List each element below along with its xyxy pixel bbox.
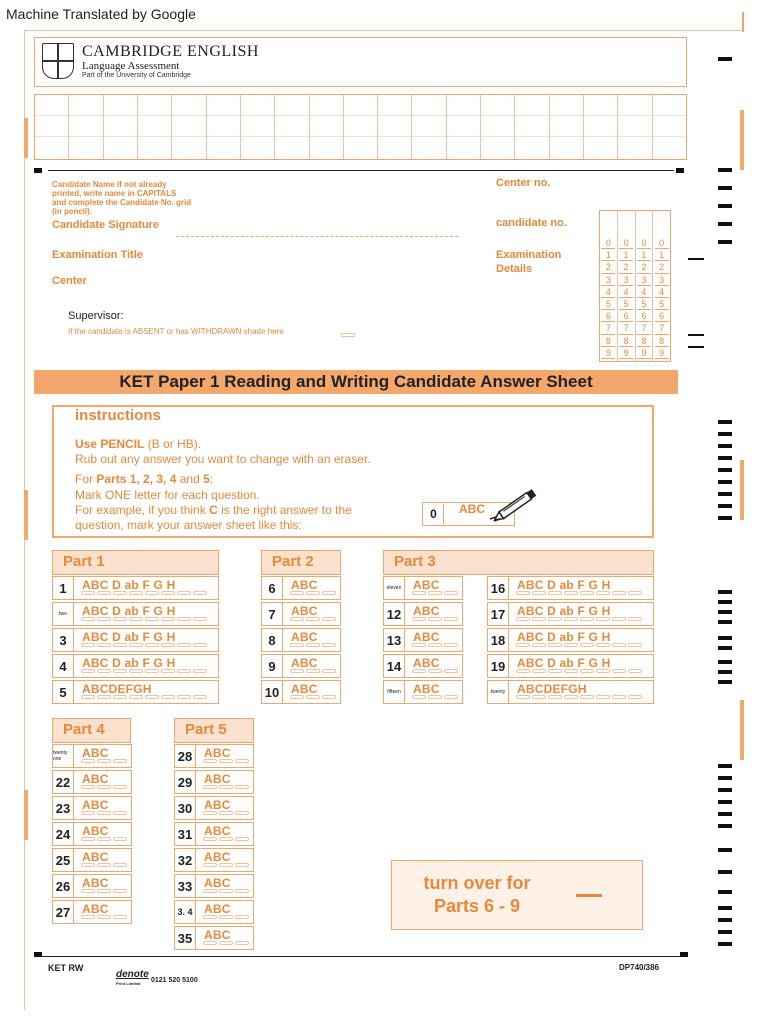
answer-row[interactable] [52, 900, 132, 924]
answer-options: ABC [82, 824, 109, 838]
digit[interactable]: 8 [637, 335, 651, 347]
timing-mark [688, 258, 704, 260]
timing-mark [676, 168, 684, 173]
digit[interactable]: 9 [619, 347, 633, 359]
translation-note: Machine Translated by Google [6, 6, 196, 22]
answer-options: ABC [413, 604, 440, 618]
digit[interactable]: 1 [601, 249, 615, 261]
question-number: 7 [261, 602, 283, 626]
answer-row[interactable] [52, 654, 219, 678]
crest-icon [42, 43, 74, 79]
timing-mark [718, 610, 732, 614]
question-number: 4 [52, 654, 74, 678]
timing-mark [718, 240, 732, 244]
answer-options: ABC D ab F G H [82, 578, 176, 592]
instruction-pencil: Use PENCIL (B or HB). [75, 437, 202, 451]
timing-mark [718, 812, 732, 816]
answer-options: ABCDEFGH [82, 682, 152, 696]
timing-mark [718, 468, 732, 472]
answer-row[interactable] [383, 576, 463, 600]
digit[interactable]: 2 [655, 261, 669, 273]
side-mark [24, 118, 28, 158]
question-number: 5 [52, 680, 74, 704]
timing-mark [718, 776, 732, 780]
question-number: 29 [174, 770, 196, 794]
digit[interactable]: 6 [655, 310, 669, 322]
answer-options: ABC [204, 876, 231, 890]
pencil-icon [488, 485, 544, 525]
examination-title-label: Examination Title [52, 249, 143, 261]
timing-mark [688, 334, 704, 336]
question-number: 12 [383, 602, 405, 626]
instruction-example: For example, if you think C is the right answer to the [75, 503, 352, 517]
answer-options: ABC [204, 928, 231, 942]
question-number: 3 [52, 628, 74, 652]
answer-options: ABC [413, 630, 440, 644]
digit[interactable]: 7 [637, 322, 651, 334]
timing-mark [718, 890, 732, 894]
question-number: fifteen [383, 680, 405, 704]
answer-row[interactable] [52, 770, 132, 794]
center-no-label: Center no. [496, 177, 551, 189]
timing-mark [718, 186, 732, 190]
digit[interactable]: 3 [601, 274, 615, 286]
answer-row[interactable] [52, 628, 219, 652]
answer-row[interactable] [383, 680, 463, 704]
answer-options: ABC [204, 798, 231, 812]
separator-line [48, 170, 674, 171]
timing-mark [718, 680, 732, 684]
instruction-parts: For Parts 1, 2, 3, 4 and 5: [75, 472, 214, 486]
timing-mark [718, 204, 732, 208]
answer-row[interactable] [174, 770, 254, 794]
question-number: 27 [52, 900, 74, 924]
question-number: 18 [487, 628, 509, 652]
part-5-header: Part 5 [174, 718, 254, 743]
timing-mark [718, 918, 732, 922]
answer-row[interactable] [174, 796, 254, 820]
timing-mark [718, 504, 732, 508]
question-number: 25 [52, 848, 74, 872]
timing-mark [718, 620, 732, 624]
question-number: 6 [261, 576, 283, 600]
digit[interactable]: 2 [619, 261, 633, 273]
digit[interactable]: 4 [655, 286, 669, 298]
timing-mark [718, 57, 732, 61]
part-3-header: Part 3 [383, 550, 654, 575]
timing-mark [718, 600, 732, 604]
answer-row[interactable] [261, 602, 341, 626]
answer-options: ABC [413, 682, 440, 696]
part-4-header: Part 4 [52, 718, 131, 743]
answer-row[interactable] [174, 848, 254, 872]
digit[interactable]: 7 [619, 322, 633, 334]
top-border-line [24, 30, 744, 31]
answer-row[interactable] [487, 602, 654, 626]
digit[interactable]: 5 [619, 298, 633, 310]
center-label: Center [52, 275, 87, 287]
digit[interactable]: 5 [601, 298, 615, 310]
question-number: 9 [261, 654, 283, 678]
answer-row[interactable] [52, 680, 219, 704]
question-number: 33 [174, 874, 196, 898]
answer-options: ABCDEFGH [517, 682, 587, 696]
digit[interactable]: 8 [601, 335, 615, 347]
question-number: 16 [487, 576, 509, 600]
question-number: 32 [174, 848, 196, 872]
answer-row[interactable] [52, 796, 132, 820]
digit[interactable]: 5 [637, 298, 651, 310]
timing-mark [34, 952, 42, 957]
timing-mark [718, 492, 732, 496]
answer-options: ABC D ab F G H [82, 656, 176, 670]
sheet-title-banner: KET Paper 1 Reading and Writing Candidate Answer Sheet [34, 370, 678, 394]
digit[interactable]: 3 [637, 274, 651, 286]
turn-over-box [391, 860, 643, 930]
side-mark [24, 490, 28, 540]
candidate-name-grid[interactable] [34, 94, 687, 160]
candidate-signature-label: Candidate Signature [52, 219, 159, 231]
examination-details-label-1: Examination [496, 249, 562, 261]
timing-mark [718, 906, 732, 910]
question-number: 1 [52, 576, 74, 600]
digit[interactable]: 1 [655, 249, 669, 261]
question-number: 8 [261, 628, 283, 652]
digit[interactable]: 8 [655, 335, 669, 347]
question-number: 24 [52, 822, 74, 846]
digit[interactable]: 5 [655, 298, 669, 310]
signature-line[interactable] [176, 236, 458, 237]
timing-mark [718, 590, 732, 594]
question-number: 22 [52, 770, 74, 794]
digit[interactable]: 6 [619, 310, 633, 322]
digit[interactable]: 1 [637, 249, 651, 261]
timing-mark [718, 646, 732, 650]
brand-name: CAMBRIDGE ENGLISH [82, 43, 259, 60]
timing-mark [718, 870, 732, 874]
answer-options: ABC [291, 656, 318, 670]
question-number: twenty one [52, 744, 74, 768]
timing-mark [718, 456, 732, 460]
timing-mark [718, 432, 732, 436]
digit[interactable]: 3 [655, 274, 669, 286]
printer-sub: Print Limited [116, 981, 141, 986]
digit[interactable]: 4 [637, 286, 651, 298]
answer-options: ABC [82, 772, 109, 786]
part-1-header: Part 1 [52, 550, 219, 575]
answer-options: ABC [204, 746, 231, 760]
answer-options: ABC [413, 578, 440, 592]
example-letters: ABC [459, 502, 485, 516]
digit[interactable]: 1 [619, 249, 633, 261]
answer-row[interactable] [52, 602, 219, 626]
digit[interactable]: 9 [637, 347, 651, 359]
answer-row[interactable] [52, 576, 219, 600]
timing-mark [718, 168, 732, 172]
digit[interactable]: 6 [601, 310, 615, 322]
turn-over-text: turn over for Parts 6 - 9 [423, 873, 531, 916]
answer-row[interactable] [174, 822, 254, 846]
question-number: eleven [383, 576, 405, 600]
answer-row[interactable] [174, 874, 254, 898]
answer-row[interactable] [383, 628, 463, 652]
question-number: twenty [487, 680, 509, 704]
answer-options: ABC [82, 876, 109, 890]
answer-row[interactable] [174, 744, 254, 768]
answer-options: ABC [82, 798, 109, 812]
absent-note: If the candidate is ABSENT or has WITHDRAWN shade here [68, 327, 284, 336]
instructions-title: instructions [75, 407, 161, 424]
timing-mark [718, 222, 732, 226]
footer-line [34, 956, 688, 957]
timing-mark [688, 346, 704, 348]
question-number: 14 [383, 654, 405, 678]
answer-options: ABC D ab F G H [82, 604, 176, 618]
timing-mark [718, 764, 732, 768]
candidate-no-label: candidate no. [496, 217, 567, 229]
timing-mark [718, 930, 732, 934]
corner-mark [742, 12, 744, 32]
digit[interactable]: 6 [637, 310, 651, 322]
supervisor-label: Supervisor: [68, 310, 124, 322]
answer-options: ABC D ab F G H [517, 630, 611, 644]
digit[interactable]: 2 [601, 261, 615, 273]
timing-mark [718, 942, 732, 946]
answer-row[interactable] [487, 628, 654, 652]
digit[interactable]: 0 [601, 237, 615, 249]
digit[interactable]: 3 [619, 274, 633, 286]
answer-row[interactable] [383, 654, 463, 678]
timing-mark [718, 670, 732, 674]
answer-row[interactable] [261, 628, 341, 652]
side-mark [740, 460, 744, 520]
answer-row[interactable] [487, 576, 654, 600]
instruction-rub: Rub out any answer you want to change with an eraser. [75, 452, 371, 466]
example-number: 0 [424, 504, 444, 524]
brand-subtitle: Language Assessment [82, 60, 180, 72]
timing-mark [718, 420, 732, 424]
answer-options: ABC [204, 850, 231, 864]
question-number: 17 [487, 602, 509, 626]
timing-mark [718, 636, 732, 640]
examination-details-label-2: Details [496, 263, 533, 275]
answer-options: ABC [82, 746, 109, 760]
answer-options: ABC D ab F G H [517, 656, 611, 670]
timing-mark [718, 660, 732, 664]
answer-options: ABC [204, 902, 231, 916]
timing-mark [34, 168, 42, 173]
answer-row[interactable] [261, 576, 341, 600]
printer-logo: denote [116, 969, 149, 980]
printer-phone: 0121 520 5100 [151, 977, 198, 984]
side-mark [740, 700, 744, 760]
digit[interactable]: 9 [655, 347, 669, 359]
answer-options: ABC D ab F G H [517, 578, 611, 592]
answer-row[interactable] [261, 680, 341, 704]
answer-options: ABC [413, 656, 440, 670]
digit[interactable]: 0 [619, 237, 633, 249]
brand-affiliation: Part of the University of Cambridge [82, 72, 191, 79]
turn-over-dash [576, 894, 602, 897]
answer-row[interactable] [52, 874, 132, 898]
answer-options: ABC [204, 824, 231, 838]
instruction-example-2: question, mark your answer sheet like this: [75, 518, 302, 532]
question-number: 23 [52, 796, 74, 820]
digit[interactable]: 0 [655, 237, 669, 249]
question-number: two [52, 602, 74, 626]
part-2-header: Part 2 [261, 550, 341, 575]
question-number: 28 [174, 744, 196, 768]
answer-options: ABC [204, 772, 231, 786]
answer-row[interactable] [52, 822, 132, 846]
question-number: 31 [174, 822, 196, 846]
answer-options: ABC D ab F G H [517, 604, 611, 618]
answer-row[interactable] [261, 654, 341, 678]
answer-options: ABC D ab F G H [82, 630, 176, 644]
answer-options: ABC [291, 604, 318, 618]
answer-row[interactable] [487, 680, 654, 704]
timing-mark [718, 788, 732, 792]
timing-mark [718, 848, 732, 852]
question-number: 10 [261, 680, 283, 704]
answer-options: ABC [291, 682, 318, 696]
answer-options: ABC [82, 902, 109, 916]
question-number: 13 [383, 628, 405, 652]
timing-mark [718, 516, 732, 520]
answer-options: ABC [291, 630, 318, 644]
answer-row[interactable] [383, 602, 463, 626]
question-number: 30 [174, 796, 196, 820]
digit[interactable]: 4 [601, 286, 615, 298]
answer-row[interactable] [52, 744, 132, 768]
digit[interactable]: 9 [601, 347, 615, 359]
footer-code-left: KET RW [48, 963, 84, 973]
footer-code-right: DP740/386 [619, 963, 660, 972]
candidate-name-note: Candidate Name If not already printed, write name in CAPITALS and complete the Candidate No. grid (in pencil). [52, 180, 192, 216]
question-number: 3. 4 [174, 900, 196, 924]
timing-mark [718, 480, 732, 484]
question-number: 26 [52, 874, 74, 898]
answer-row[interactable] [52, 848, 132, 872]
side-mark [24, 790, 28, 840]
question-number: 35 [174, 926, 196, 950]
timing-mark [718, 444, 732, 448]
answer-row[interactable] [487, 654, 654, 678]
candidate-number-grid[interactable] [599, 210, 671, 362]
digit[interactable]: 8 [619, 335, 633, 347]
side-mark [740, 110, 744, 170]
absent-shade-box[interactable] [341, 333, 355, 337]
digit[interactable]: 4 [619, 286, 633, 298]
question-number: 19 [487, 654, 509, 678]
digit[interactable]: 7 [655, 322, 669, 334]
digit[interactable]: 7 [601, 322, 615, 334]
answer-row[interactable] [174, 900, 254, 924]
instruction-mark-one: Mark ONE letter for each question. [75, 488, 260, 502]
digit[interactable]: 0 [637, 237, 651, 249]
digit[interactable]: 2 [637, 261, 651, 273]
timing-mark [718, 824, 732, 828]
timing-mark [680, 952, 688, 957]
answer-options: ABC [291, 578, 318, 592]
answer-options: ABC [82, 850, 109, 864]
answer-row[interactable] [174, 926, 254, 950]
timing-mark [718, 800, 732, 804]
